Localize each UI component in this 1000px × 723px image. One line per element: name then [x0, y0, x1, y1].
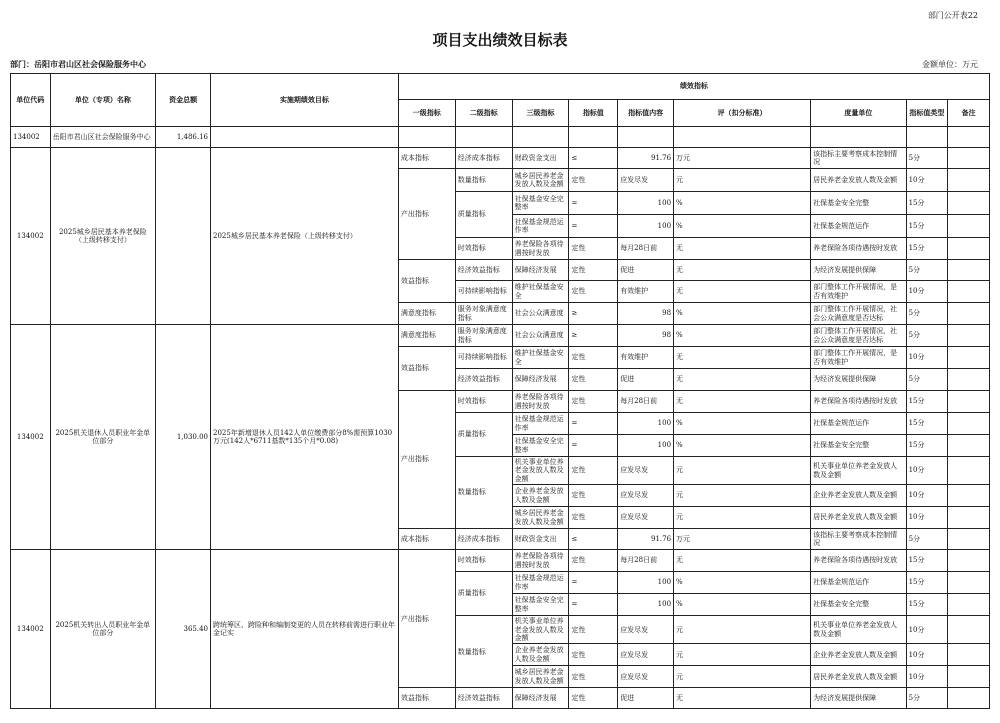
table-row — [11, 127, 990, 148]
scoring-standard: % — [674, 435, 811, 457]
indicator-content: 98 — [618, 303, 674, 325]
level2-indicator: 质量指标 — [455, 572, 512, 616]
scoring-standard: % — [674, 303, 811, 325]
page-title: 项目支出绩效目标表 — [432, 31, 568, 49]
indicator-content: 100 — [618, 413, 674, 435]
indicator-value: 定性 — [569, 281, 618, 303]
measure-unit: 居民养老金发放人数及金额 — [811, 507, 906, 529]
indicator-type: 15分 — [906, 435, 948, 457]
remark — [948, 594, 990, 616]
level3-indicator: 社保基金安全完整率 — [512, 594, 569, 616]
level2-indicator: 服务对象满意度指标 — [455, 303, 512, 325]
header-measure-unit: 度量单位 — [811, 100, 906, 127]
level3-indicator: 社保基金规范运作率 — [512, 215, 569, 238]
page-corner-label: 部门公开表22 — [927, 11, 978, 20]
header-indicator-type: 指标值类型 — [906, 100, 948, 127]
level1-indicator: 满意度指标 — [398, 325, 455, 347]
level3-indicator: 维护社保基金安全 — [512, 281, 569, 303]
indicator-type: 10分 — [906, 666, 948, 688]
level1-indicator: 满意度指标 — [398, 303, 455, 325]
indicator-content: 应发尽发 — [618, 616, 674, 644]
remark — [948, 260, 990, 281]
indicator-content: 有效维护 — [618, 281, 674, 303]
summary-unit-code: 134002 — [11, 127, 51, 148]
level3-indicator: 机关事业单位养老金发放人数及金额 — [512, 616, 569, 644]
indicator-type: 15分 — [906, 550, 948, 572]
indicator-content: 有效维护 — [618, 347, 674, 369]
scoring-standard: % — [674, 325, 811, 347]
level1-indicator: 效益指标 — [398, 347, 455, 391]
summary-amount: 1,486.16 — [156, 127, 211, 148]
scoring-standard: 万元 — [674, 148, 811, 169]
measure-unit: 部门整体工作开展情况，社会公众满意度是否达标 — [811, 303, 906, 325]
project-amount — [156, 148, 211, 325]
level3-indicator: 保障经济发展 — [512, 688, 569, 709]
measure-unit: 社保基金规范运作 — [811, 215, 906, 238]
indicator-type: 10分 — [906, 644, 948, 666]
level3-indicator: 养老保险各项待遇按时发放 — [512, 550, 569, 572]
level3-indicator: 财政资金支出 — [512, 148, 569, 169]
indicator-value: 定性 — [569, 688, 618, 709]
scoring-standard: 元 — [674, 485, 811, 507]
level3-indicator: 社会公众满意度 — [512, 303, 569, 325]
indicator-type: 15分 — [906, 572, 948, 594]
level3-indicator: 城乡居民养老金发放人数及金额 — [512, 169, 569, 192]
indicator-content: 91.76 — [618, 529, 674, 550]
header-level1: 一级指标 — [398, 100, 455, 127]
remark — [948, 435, 990, 457]
indicator-type: 15分 — [906, 413, 948, 435]
indicator-type: 5分 — [906, 260, 948, 281]
level3-indicator: 保障经济发展 — [512, 260, 569, 281]
table-row — [11, 550, 990, 572]
indicator-content: 应发尽发 — [618, 485, 674, 507]
level2-indicator: 可持续影响指标 — [455, 281, 512, 303]
remark — [948, 391, 990, 413]
table-row — [11, 148, 990, 169]
indicator-value: 定性 — [569, 260, 618, 281]
level2-indicator: 质量指标 — [455, 413, 512, 457]
level2-indicator: 经济成本指标 — [455, 529, 512, 550]
indicator-content: 每月28日前 — [618, 238, 674, 260]
indicator-content: 每月28日前 — [618, 391, 674, 413]
remark — [948, 303, 990, 325]
project-unit-code: 134002 — [11, 550, 51, 709]
measure-unit: 该指标主要考察成本控制情况 — [811, 148, 906, 169]
indicator-type: 10分 — [906, 457, 948, 485]
level3-indicator: 城乡居民养老金发放人数及金额 — [512, 507, 569, 529]
level1-indicator: 效益指标 — [398, 688, 455, 709]
indicator-content: 100 — [618, 215, 674, 238]
remark — [948, 281, 990, 303]
project-name: 2025机关退休人员职业年金单位部分 — [50, 325, 156, 550]
remark — [948, 572, 990, 594]
measure-unit: 企业养老金发放人数及金额 — [811, 644, 906, 666]
indicator-type: 10分 — [906, 616, 948, 644]
header-indicators: 绩效指标 — [398, 74, 989, 100]
level2-indicator: 数量指标 — [455, 169, 512, 192]
remark — [948, 325, 990, 347]
scoring-standard: 无 — [674, 281, 811, 303]
indicator-value: 定性 — [569, 238, 618, 260]
indicator-content: 促进 — [618, 369, 674, 391]
project-unit-code: 134002 — [11, 325, 51, 550]
indicator-value: 定性 — [569, 550, 618, 572]
project-name: 2025城乡居民基本养老保险（上级转移支付） — [50, 148, 156, 325]
indicator-value: 定性 — [569, 666, 618, 688]
measure-unit: 养老保险各项待遇按时发放 — [811, 550, 906, 572]
measure-unit: 养老保险各项待遇按时发放 — [811, 391, 906, 413]
department-label: 部门：岳阳市君山区社会保险服务中心 — [10, 59, 146, 69]
scoring-standard: 元 — [674, 666, 811, 688]
indicator-type: 10分 — [906, 485, 948, 507]
header-unit-code: 单位代码 — [11, 74, 51, 127]
scoring-standard: 元 — [674, 644, 811, 666]
remark — [948, 347, 990, 369]
scoring-standard: % — [674, 594, 811, 616]
indicator-value: 定性 — [569, 169, 618, 192]
project-amount: 1,030.00 — [156, 325, 211, 550]
remark — [948, 192, 990, 215]
indicator-content: 每月28日前 — [618, 550, 674, 572]
level3-indicator: 社保基金规范运作率 — [512, 413, 569, 435]
remark — [948, 688, 990, 709]
level3-indicator: 社保基金规范运作率 — [512, 572, 569, 594]
scoring-standard: 无 — [674, 260, 811, 281]
measure-unit: 居民养老金发放人数及金额 — [811, 666, 906, 688]
scoring-standard: % — [674, 215, 811, 238]
level1-indicator: 效益指标 — [398, 260, 455, 303]
indicator-type: 10分 — [906, 169, 948, 192]
level1-indicator: 产出指标 — [398, 391, 455, 529]
indicator-content: 100 — [618, 192, 674, 215]
scoring-standard: 无 — [674, 369, 811, 391]
remark — [948, 369, 990, 391]
remark — [948, 644, 990, 666]
remark — [948, 413, 990, 435]
level3-indicator: 企业养老金发放人数及金额 — [512, 485, 569, 507]
header-indicator-value: 指标值 — [569, 100, 618, 127]
remark — [948, 148, 990, 169]
remark — [948, 616, 990, 644]
indicator-type: 10分 — [906, 347, 948, 369]
remark — [948, 666, 990, 688]
remark — [948, 507, 990, 529]
level3-indicator: 养老保险各项待遇按时发放 — [512, 391, 569, 413]
project-objective: 2025城乡居民基本养老保险（上级转移支付） — [211, 148, 399, 325]
indicator-value: 定性 — [569, 616, 618, 644]
indicator-type: 15分 — [906, 215, 948, 238]
measure-unit: 社保基金规范运作 — [811, 572, 906, 594]
scoring-standard: 无 — [674, 238, 811, 260]
indicator-type: 5分 — [906, 325, 948, 347]
header-objective: 实施期绩效目标 — [211, 74, 399, 127]
header-unit-name: 单位（专项）名称 — [50, 74, 156, 127]
indicator-type: 5分 — [906, 148, 948, 169]
indicator-value: = — [569, 192, 618, 215]
indicator-type: 15分 — [906, 594, 948, 616]
level1-indicator: 产出指标 — [398, 169, 455, 260]
measure-unit: 社保基金安全完整 — [811, 192, 906, 215]
indicator-content: 100 — [618, 435, 674, 457]
measure-unit: 部门整体工作开展情况，是否有效维护 — [811, 281, 906, 303]
measure-unit: 企业养老金发放人数及金额 — [811, 485, 906, 507]
level1-indicator: 成本指标 — [398, 529, 455, 550]
indicator-type: 10分 — [906, 507, 948, 529]
indicator-type: 5分 — [906, 369, 948, 391]
amount-unit-label: 金额单位：万元 — [922, 60, 978, 69]
indicator-value: 定性 — [569, 507, 618, 529]
indicator-value: 定性 — [569, 369, 618, 391]
indicator-type: 10分 — [906, 281, 948, 303]
indicator-content: 促进 — [618, 688, 674, 709]
level2-indicator: 数量指标 — [455, 457, 512, 529]
scoring-standard: % — [674, 572, 811, 594]
indicator-content: 98 — [618, 325, 674, 347]
remark — [948, 457, 990, 485]
level3-indicator: 城乡居民养老金发放人数及金额 — [512, 666, 569, 688]
indicator-type: 5分 — [906, 303, 948, 325]
measure-unit: 部门整体工作开展情况，社会公众满意度是否达标 — [811, 325, 906, 347]
scoring-standard: 元 — [674, 457, 811, 485]
remark — [948, 169, 990, 192]
level2-indicator: 经济效益指标 — [455, 688, 512, 709]
indicator-value: = — [569, 435, 618, 457]
summary-unit-name: 岳阳市君山区社会保险服务中心 — [50, 127, 156, 148]
scoring-standard: 无 — [674, 688, 811, 709]
project-name: 2025机关转出人员职业年金单位部分 — [50, 550, 156, 709]
indicator-type: 5分 — [906, 688, 948, 709]
scoring-standard: 元 — [674, 169, 811, 192]
level1-indicator: 产出指标 — [398, 550, 455, 688]
measure-unit: 养老保险各项待遇按时发放 — [811, 238, 906, 260]
project-objective: 跨统筹区、跨险种和编制变更的人员在转移前需进行职业年金记实 — [211, 550, 399, 709]
scoring-standard: 元 — [674, 507, 811, 529]
indicator-content: 应发尽发 — [618, 507, 674, 529]
level3-indicator: 社会公众满意度 — [512, 325, 569, 347]
indicator-type: 5分 — [906, 529, 948, 550]
scoring-standard: % — [674, 192, 811, 215]
indicator-value: ≥ — [569, 303, 618, 325]
measure-unit: 为经济发展提供保障 — [811, 688, 906, 709]
indicator-type: 15分 — [906, 391, 948, 413]
indicator-content: 应发尽发 — [618, 169, 674, 192]
measure-unit: 为经济发展提供保障 — [811, 369, 906, 391]
measure-unit: 该指标主要考察成本控制情况 — [811, 529, 906, 550]
measure-unit: 居民养老金发放人数及金额 — [811, 169, 906, 192]
indicator-value: = — [569, 572, 618, 594]
level3-indicator: 社保基金安全完整率 — [512, 435, 569, 457]
level2-indicator: 时效指标 — [455, 391, 512, 413]
level3-indicator: 财政资金支出 — [512, 529, 569, 550]
indicator-value: = — [569, 413, 618, 435]
indicator-content: 100 — [618, 594, 674, 616]
performance-target-table — [10, 73, 990, 709]
indicator-value: 定性 — [569, 485, 618, 507]
indicator-content: 应发尽发 — [618, 457, 674, 485]
remark — [948, 238, 990, 260]
indicator-value: ≤ — [569, 148, 618, 169]
scoring-standard: 无 — [674, 550, 811, 572]
indicator-content: 促进 — [618, 260, 674, 281]
header-total-funds: 资金总额 — [156, 74, 211, 127]
level2-indicator: 经济效益指标 — [455, 369, 512, 391]
level2-indicator: 经济效益指标 — [455, 260, 512, 281]
measure-unit: 社保基金规范运作 — [811, 413, 906, 435]
remark — [948, 485, 990, 507]
level2-indicator: 数量指标 — [455, 616, 512, 688]
level1-indicator: 成本指标 — [398, 148, 455, 169]
remark — [948, 550, 990, 572]
indicator-value: ≥ — [569, 325, 618, 347]
header-scoring: 评（扣分标准） — [674, 100, 811, 127]
scoring-standard: % — [674, 413, 811, 435]
indicator-content: 应发尽发 — [618, 666, 674, 688]
header-level2: 二级指标 — [455, 100, 512, 127]
level3-indicator: 社保基金安全完整率 — [512, 192, 569, 215]
level2-indicator: 时效指标 — [455, 238, 512, 260]
indicator-content: 100 — [618, 572, 674, 594]
scoring-standard: 元 — [674, 616, 811, 644]
header-level3: 三级指标 — [512, 100, 569, 127]
remark — [948, 215, 990, 238]
indicator-value: 定性 — [569, 457, 618, 485]
level2-indicator: 经济成本指标 — [455, 148, 512, 169]
indicator-value: 定性 — [569, 391, 618, 413]
level3-indicator: 企业养老金发放人数及金额 — [512, 644, 569, 666]
scoring-standard: 万元 — [674, 529, 811, 550]
level2-indicator: 时效指标 — [455, 550, 512, 572]
indicator-value: = — [569, 215, 618, 238]
measure-unit: 社保基金安全完整 — [811, 435, 906, 457]
header-remark: 备注 — [948, 100, 990, 127]
level3-indicator: 机关事业单位养老金发放人数及金额 — [512, 457, 569, 485]
indicator-value: = — [569, 594, 618, 616]
table-row — [11, 325, 990, 347]
indicator-type: 15分 — [906, 192, 948, 215]
project-unit-code: 134002 — [11, 148, 51, 325]
measure-unit: 部门整体工作开展情况，是否有效维护 — [811, 347, 906, 369]
project-amount: 365.40 — [156, 550, 211, 709]
indicator-value: 定性 — [569, 347, 618, 369]
measure-unit: 机关事业单位养老金发放人数及金额 — [811, 457, 906, 485]
level2-indicator: 服务对象满意度指标 — [455, 325, 512, 347]
level3-indicator: 养老保险各项待遇按时发放 — [512, 238, 569, 260]
indicator-content: 应发尽发 — [618, 644, 674, 666]
header-indicator-content: 指标值内容 — [618, 100, 674, 127]
level3-indicator: 保障经济发展 — [512, 369, 569, 391]
indicator-value: 定性 — [569, 644, 618, 666]
measure-unit: 社保基金安全完整 — [811, 594, 906, 616]
level3-indicator: 维护社保基金安全 — [512, 347, 569, 369]
measure-unit: 机关事业单位养老金发放人数及金额 — [811, 616, 906, 644]
measure-unit: 为经济发展提供保障 — [811, 260, 906, 281]
indicator-content: 91.76 — [618, 148, 674, 169]
remark — [948, 529, 990, 550]
indicator-type: 15分 — [906, 238, 948, 260]
project-objective: 2025年新增退休人员142人单位缴费部分8%需预算1030万元(142人*6711基数*135个月*0.08) — [211, 325, 399, 550]
scoring-standard: 无 — [674, 347, 811, 369]
level2-indicator: 可持续影响指标 — [455, 347, 512, 369]
scoring-standard: 无 — [674, 391, 811, 413]
level2-indicator: 质量指标 — [455, 192, 512, 238]
indicator-value: ≤ — [569, 529, 618, 550]
